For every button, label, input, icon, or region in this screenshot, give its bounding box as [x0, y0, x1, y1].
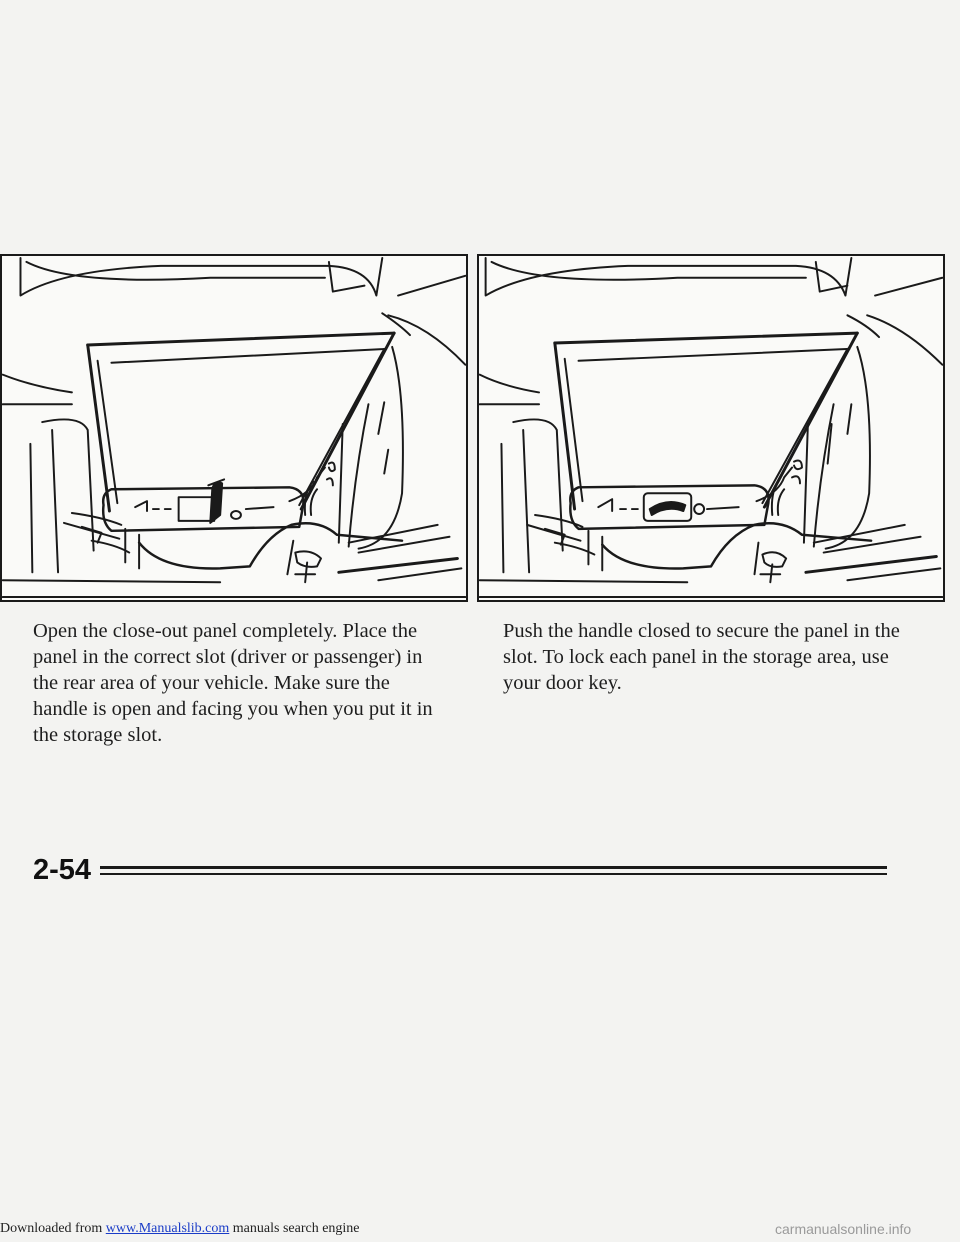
closeout-panel-handle-closed-illustration [477, 254, 945, 602]
page-number: 2-54 [33, 854, 92, 886]
footer-suffix: manuals search engine [229, 1221, 360, 1236]
caption-handle-closed: Push the handle closed to secure the panel in the slot. To lock each panel in the storage area, use your door key. [503, 620, 900, 694]
caption-handle-open: Open the close-out panel completely. Place the panel in the correct slot (driver or passenger) in the rear area of your vehicle. Make sure the handle is open and facing you when you put it in the storage slot. [33, 620, 433, 746]
footer-rule-top [100, 866, 887, 869]
footer-rule-bottom [100, 873, 887, 875]
download-footer [0, 1221, 360, 1237]
closeout-panel-handle-open-illustration [0, 254, 468, 602]
watermark-text: carmanualsonline.info [775, 1221, 912, 1237]
manualslib-link[interactable]: www.Manualslib.com [105, 1221, 230, 1236]
footer-prefix: Downloaded from [0, 1221, 106, 1236]
